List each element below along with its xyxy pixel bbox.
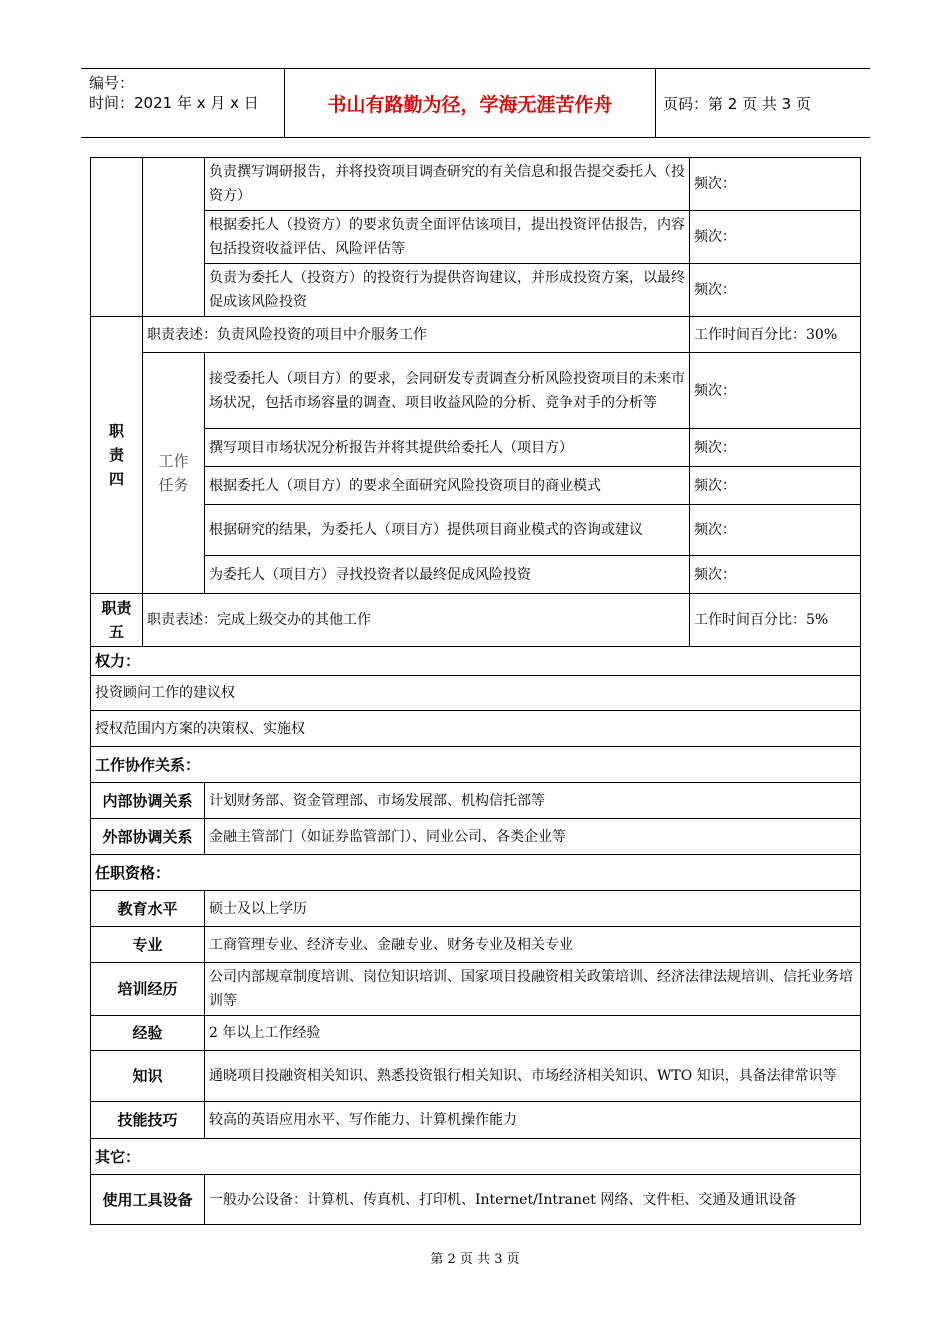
task-text: 根据研究的结果，为委托人（项目方）提供项目商业模式的咨询或建议 <box>205 505 690 556</box>
power-item-row <box>91 676 861 711</box>
duty4-time-percentage: 工作时间百分比：30% <box>690 317 861 353</box>
qualification-label: 知识 <box>91 1051 205 1102</box>
task-frequency: 频次： <box>690 505 861 556</box>
task-text: 撰写项目市场状况分析报告并将其提供给委托人（项目方） <box>205 429 690 467</box>
page-footer: 第 2 页 共 3 页 <box>430 1252 520 1267</box>
relation-row <box>91 819 861 855</box>
duty4-task-row <box>91 467 861 505</box>
relation-label: 内部协调关系 <box>91 783 205 819</box>
qualification-label: 技能技巧 <box>91 1102 205 1139</box>
relation-row <box>91 783 861 819</box>
qualification-row <box>91 1016 861 1051</box>
task-text: 根据委托人（项目方）的要求全面研究风险投资项目的商业模式 <box>205 467 690 505</box>
qualifications-section-row <box>91 855 861 891</box>
task-frequency: 频次： <box>690 211 861 264</box>
power-item-row <box>91 711 861 747</box>
other-row <box>91 1175 861 1225</box>
qualification-row <box>91 1102 861 1139</box>
power-section-title: 权力： <box>91 647 861 676</box>
task-frequency: 频次： <box>690 158 861 211</box>
task-text: 根据委托人（投资方）的要求负责全面评估该项目，提出投资评估报告，内容包括投资收益评估、风险评估等 <box>205 211 690 264</box>
qualification-label: 培训经历 <box>91 963 205 1016</box>
duty4-task-row <box>91 505 861 556</box>
qualification-value: 较高的英语应用水平、写作能力、计算机操作能力 <box>205 1102 861 1139</box>
header-meta <box>89 73 259 113</box>
duty3-label-cell <box>91 158 143 317</box>
qualification-value: 公司内部规章制度培训、岗位知识培训、国家项目投融资相关政策培训、经济法律法规培训、信托业务培训等 <box>205 963 861 1016</box>
qualification-label: 专业 <box>91 927 205 963</box>
duty4-task-row <box>91 429 861 467</box>
task-frequency: 频次： <box>690 467 861 505</box>
qualifications-section-title: 任职资格： <box>91 855 861 891</box>
other-label: 使用工具设备 <box>91 1175 205 1225</box>
qualification-label: 教育水平 <box>91 891 205 927</box>
document-number-label: 编号： <box>89 74 135 92</box>
duty4-task-row <box>91 353 861 429</box>
page-header <box>81 68 870 138</box>
duty5-description: 职责表述：完成上级交办的其他工作 <box>143 594 690 647</box>
duty4-label: 职 责 四 <box>91 317 143 594</box>
qualification-value: 硕士及以上学历 <box>205 891 861 927</box>
header-page-label: 页码：第 2 页 共 3 页 <box>663 94 811 113</box>
task-frequency: 频次： <box>690 353 861 429</box>
task-text: 负责撰写调研报告，并将投资项目调查研究的有关信息和报告提交委托人（投资方） <box>205 158 690 211</box>
header-motto-cell <box>284 69 656 137</box>
qualification-value: 2 年以上工作经验 <box>205 1016 861 1051</box>
duty5-time-percentage: 工作时间百分比：5% <box>690 594 861 647</box>
qualification-value: 通晓项目投融资相关知识、熟悉投资银行相关知识、市场经济相关知识、WTO 知识，具备法律常识等 <box>205 1051 861 1102</box>
duty4-task-label: 工作 任务 <box>143 353 205 594</box>
relations-section-title: 工作协作关系： <box>91 747 861 783</box>
duty4-task-row <box>91 556 861 594</box>
relations-section-row <box>91 747 861 783</box>
duty4-description: 职责表述：负责风险投资的项目中介服务工作 <box>143 317 690 353</box>
duty4-description-row <box>91 317 861 353</box>
qualification-row <box>91 927 861 963</box>
job-description-table <box>90 157 861 1225</box>
task-text: 为委托人（项目方）寻找投资者以最终促成风险投资 <box>205 556 690 594</box>
power-item: 投资顾问工作的建议权 <box>91 676 861 711</box>
duty5-description-row <box>91 594 861 647</box>
relation-value: 金融主管部门（如证券监管部门）、同业公司、各类企业等 <box>205 819 861 855</box>
header-motto: 书山有路勤为径，学海无涯苦作舟 <box>327 93 613 116</box>
duty3-task-row <box>91 211 861 264</box>
document-time-label: 时间：2021 年 x 月 x 日 <box>89 94 259 112</box>
task-frequency: 频次： <box>690 556 861 594</box>
duty3-task-row <box>91 158 861 211</box>
other-value: 一般办公设备：计算机、传真机、打印机、Internet/Intranet 网络、文件柜、交通及通讯设备 <box>205 1175 861 1225</box>
qualification-row <box>91 891 861 927</box>
qualification-value: 工商管理专业、经济专业、金融专业、财务专业及相关专业 <box>205 927 861 963</box>
power-item: 授权范围内方案的决策权、实施权 <box>91 711 861 747</box>
qualification-label: 经验 <box>91 1016 205 1051</box>
relation-value: 计划财务部、资金管理部、市场发展部、机构信托部等 <box>205 783 861 819</box>
qualification-row <box>91 1051 861 1102</box>
duty3-task-label-cell <box>143 158 205 317</box>
relation-label: 外部协调关系 <box>91 819 205 855</box>
task-text: 接受委托人（项目方）的要求，会同研发专责调查分析风险投资项目的未来市场状况，包括市场容量的调查、项目收益风险的分析、竞争对手的分析等 <box>205 353 690 429</box>
duty3-task-row <box>91 264 861 317</box>
power-section-row <box>91 647 861 676</box>
task-text: 负责为委托人（投资方）的投资行为提供咨询建议，并形成投资方案，以最终促成该风险投资 <box>205 264 690 317</box>
duty5-label: 职责 五 <box>91 594 143 647</box>
other-section-row <box>91 1139 861 1175</box>
qualification-row <box>91 963 861 1016</box>
task-frequency: 频次： <box>690 429 861 467</box>
other-section-title: 其它： <box>91 1139 861 1175</box>
task-frequency: 频次： <box>690 264 861 317</box>
